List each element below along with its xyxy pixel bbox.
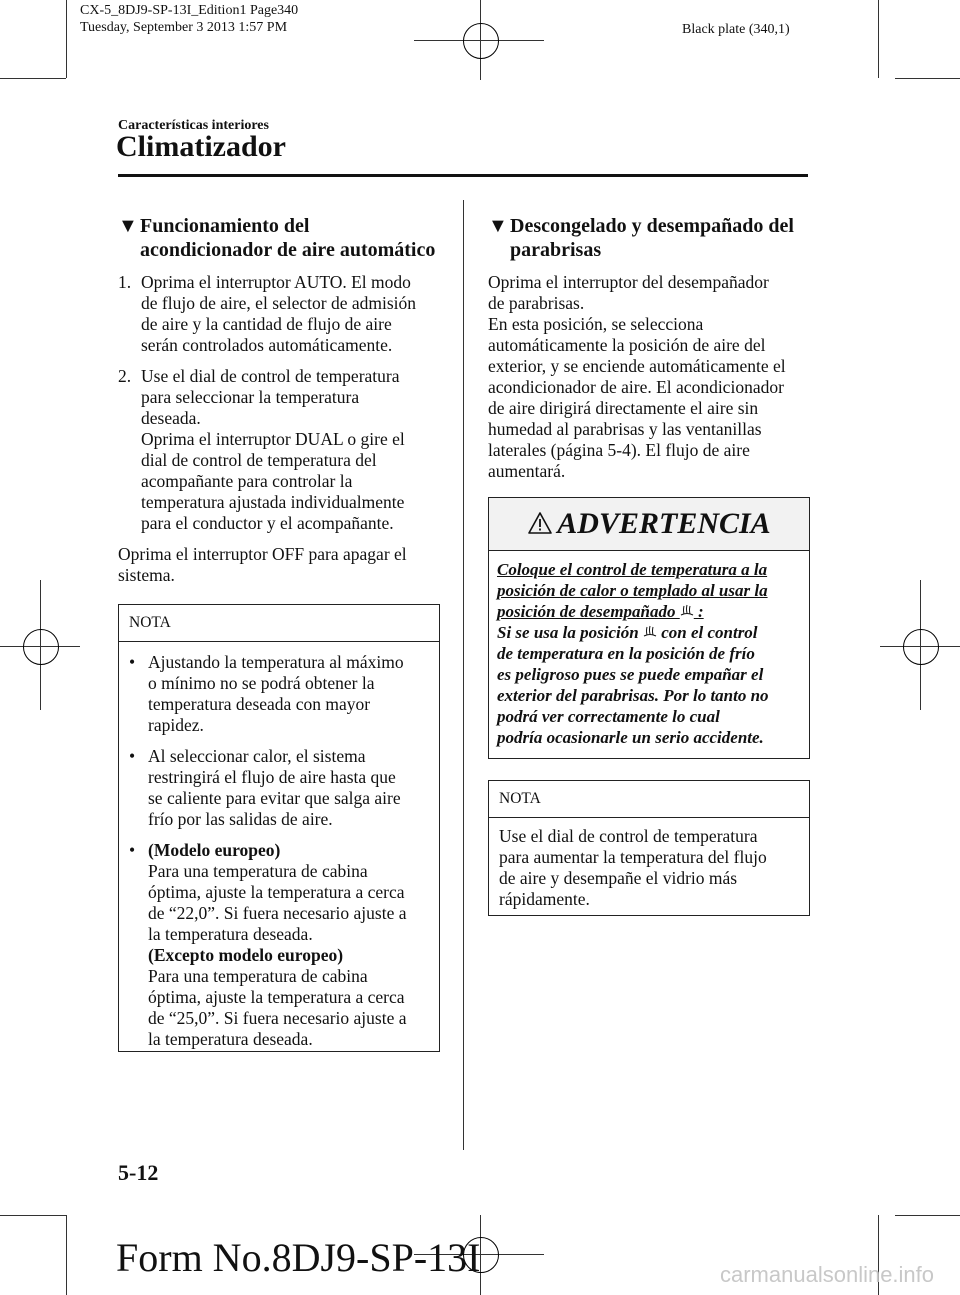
nota-bullet-2: [119, 746, 439, 830]
text-line: restringirá el flujo de aire hasta que: [148, 767, 396, 787]
warning-line: [497, 622, 801, 643]
warning-line: es peligroso pues se puede empañar el: [497, 665, 764, 684]
crop-mark: [0, 1215, 66, 1216]
text-line: de parabrisas.: [488, 293, 585, 313]
off-paragraph: [118, 544, 448, 586]
text-line: de aire dirigirá directamente el aire sin: [488, 398, 759, 418]
warning-text: :: [698, 602, 704, 621]
text-line: Oprima el interruptor OFF para apagar el: [118, 544, 407, 564]
text-line: dial de control de temperatura del: [141, 450, 377, 470]
text-line: Use el dial de control de temperatura: [499, 826, 758, 846]
right-heading-line1: Descongelado y desempañado del: [510, 215, 794, 237]
warning-line: Coloque el control de temperatura a la: [497, 560, 768, 579]
step-number: 1.: [118, 272, 132, 292]
text-line: para aumentar la temperatura del flujo: [499, 847, 767, 867]
text-line: Para una temperatura de cabina: [148, 861, 368, 881]
crop-mark: [0, 78, 66, 79]
subheading: (Excepto modelo europeo): [148, 945, 344, 965]
right-heading-line2: parabrisas: [510, 239, 602, 261]
warning-line: [497, 601, 801, 622]
text-line: automáticamente la posición de aire del: [488, 335, 766, 355]
text-line: Para una temperatura de cabina: [148, 966, 368, 986]
warning-line: posición de calor o templado al usar la: [497, 581, 768, 600]
warning-line: podría ocasionarle un serio accidente.: [497, 728, 764, 747]
warning-line: podrá ver correctamente lo cual: [497, 707, 720, 726]
text-line: frío por las salidas de aire.: [148, 809, 333, 829]
crop-mark: [895, 78, 960, 79]
text-line: En esta posición, se selecciona: [488, 314, 704, 334]
text-line: Use el dial de control de temperatura: [141, 366, 400, 386]
warning-line: exterior del parabrisas. Por lo tanto no: [497, 686, 769, 705]
nota-bullet-3: [119, 840, 439, 1050]
windshield-defrost-icon: [680, 603, 694, 619]
subheading: (Modelo europeo): [148, 840, 281, 860]
column-divider: [463, 200, 464, 1150]
text-line: rápidamente.: [499, 889, 590, 909]
defrost-paragraph: [488, 272, 818, 482]
crop-mark: [66, 1215, 67, 1295]
text-line: se caliente para evitar que salga aire: [148, 788, 401, 808]
warning-text: posición de desempañado: [497, 602, 676, 621]
text-line: para seleccionar la temperatura: [141, 387, 360, 407]
nota-box-left: [118, 604, 440, 1052]
right-heading: [488, 214, 818, 262]
text-line: deseada.: [141, 408, 201, 428]
nota-box-right: [488, 780, 810, 916]
left-heading-line2: acondicionador de aire automático: [140, 239, 436, 261]
warning-body: [489, 551, 809, 756]
text-line: la temperatura deseada.: [148, 924, 313, 944]
file-info-line1: CX-5_8DJ9-SP-13I_Edition1 Page340: [80, 3, 299, 18]
bullet-icon: •: [129, 652, 136, 672]
crop-mark: [878, 0, 879, 78]
warning-text: con el control: [661, 623, 758, 642]
step-1: [118, 272, 448, 356]
crop-mark: [895, 1215, 960, 1216]
warning-box: [488, 497, 810, 759]
step-number: 2.: [118, 366, 132, 386]
text-line: de “25,0”. Si fuera necesario ajuste a: [148, 1008, 407, 1028]
section-label: Características interiores: [118, 118, 269, 133]
text-line: laterales (página 5-4). El flujo de aire: [488, 440, 750, 460]
title-rule: [118, 174, 808, 177]
registration-circle: [903, 629, 939, 665]
nota-bullet-1: [119, 652, 439, 736]
crop-mark: [66, 0, 67, 78]
nota-title: NOTA: [119, 605, 439, 642]
file-info: [80, 2, 298, 36]
registration-circle: [23, 629, 59, 665]
text-line: óptima, ajuste la temperatura a cerca: [148, 987, 405, 1007]
text-line: acompañante para controlar la: [141, 471, 353, 491]
text-line: óptima, ajuste la temperatura a cerca: [148, 882, 405, 902]
text-line: para el conductor y el acompañante.: [141, 513, 394, 533]
file-info-line2: Tuesday, September 3 2013 1:57 PM: [80, 20, 288, 35]
triangle-icon: ▼: [488, 215, 508, 237]
windshield-defrost-icon: [643, 624, 657, 640]
left-heading-line1: Funcionamiento del: [140, 215, 310, 237]
text-line: aumentará.: [488, 461, 566, 481]
text-line: la temperatura deseada.: [148, 1029, 313, 1049]
warning-triangle-icon: [527, 511, 553, 535]
step-2: [118, 366, 448, 534]
warning-header: [489, 498, 809, 551]
nota-title: NOTA: [489, 781, 809, 818]
left-heading: [118, 214, 458, 262]
text-line: de flujo de aire, el selector de admisión: [141, 293, 417, 313]
text-line: rapidez.: [148, 715, 204, 735]
text-line: Ajustando la temperatura al máximo: [148, 652, 404, 672]
text-line: acondicionador de aire. El acondicionador: [488, 377, 784, 397]
warning-text: Si se usa la posición: [497, 623, 639, 642]
triangle-icon: ▼: [118, 215, 138, 237]
form-number: Form No.8DJ9-SP-13I: [116, 1235, 481, 1280]
text-line: Oprima el interruptor del desempañador: [488, 272, 769, 292]
bullet-icon: •: [129, 840, 136, 860]
text-line: de “22,0”. Si fuera necesario ajuste a: [148, 903, 407, 923]
warning-title: ADVERTENCIA: [557, 507, 771, 540]
text-line: temperatura deseada con mayor: [148, 694, 371, 714]
text-line: Oprima el interruptor AUTO. El modo: [141, 272, 411, 292]
plate-label: Black plate (340,1): [682, 22, 790, 37]
bullet-icon: •: [129, 746, 136, 766]
page-title: Climatizador: [116, 130, 286, 163]
text-line: exterior, y se enciende automáticamente el: [488, 356, 786, 376]
page-number: 5-12: [118, 1160, 159, 1185]
registration-circle: [463, 23, 499, 59]
warning-line: de temperatura en la posición de frío: [497, 644, 755, 663]
text-line: humedad al parabrisas y las ventanillas: [488, 419, 762, 439]
text-line: de aire y desempañe el vidrio más: [499, 868, 738, 888]
text-line: sistema.: [118, 565, 175, 585]
text-line: serán controlados automáticamente.: [141, 335, 393, 355]
text-line: temperatura ajustada individualmente: [141, 492, 405, 512]
text-line: o mínimo no se podrá obtener la: [148, 673, 375, 693]
text-line: Oprima el interruptor DUAL o gire el: [141, 429, 405, 449]
text-line: de aire y la cantidad de flujo de aire: [141, 314, 392, 334]
watermark: carmanualsonline.info: [720, 1262, 935, 1287]
text-line: Al seleccionar calor, el sistema: [148, 746, 366, 766]
